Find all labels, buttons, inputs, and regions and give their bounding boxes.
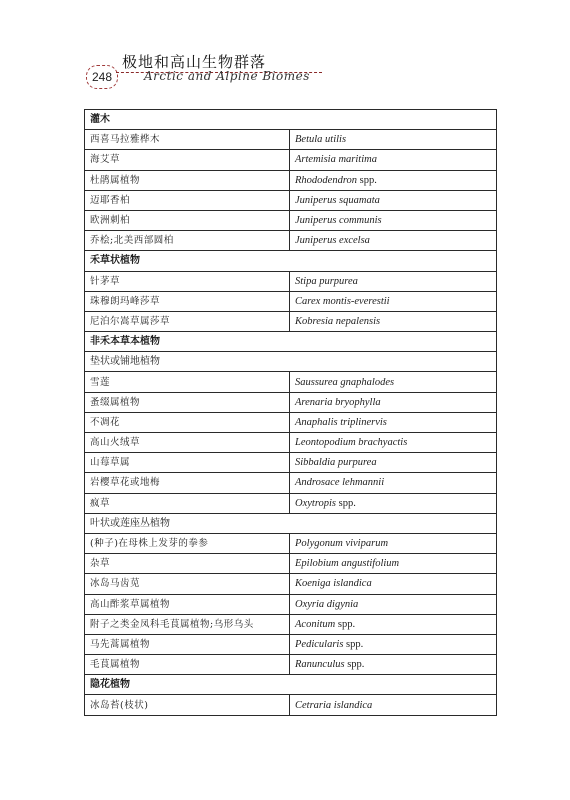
category-row	[85, 110, 497, 130]
table-row	[85, 473, 497, 493]
latin-name: Sibbaldia purpurea	[295, 457, 377, 469]
common-name-cell: 冰岛苔(枝状)	[85, 695, 290, 715]
common-name-cell: 冰岛马齿苋	[85, 574, 290, 594]
common-name-cell: 欧洲刺柏	[85, 210, 290, 230]
subcategory-row	[85, 352, 497, 372]
table-row	[85, 695, 497, 715]
page-header	[84, 48, 524, 98]
species-suffix: spp.	[344, 659, 365, 671]
latin-name: Oxyria digynia	[295, 598, 359, 610]
common-name-cell: 雪莲	[85, 372, 290, 392]
table-row	[85, 231, 497, 251]
latin-name: Androsace lehmannii	[295, 477, 385, 489]
latin-name-cell	[290, 372, 497, 392]
category-row	[85, 251, 497, 271]
common-name-cell: 马先蒿属植物	[85, 634, 290, 654]
common-name-cell: 海艾草	[85, 150, 290, 170]
common-name-cell: 蚤缀属植物	[85, 392, 290, 412]
common-name-cell: 毛茛属植物	[85, 655, 290, 675]
common-name-cell: 杜鹃属植物	[85, 170, 290, 190]
latin-name-cell	[290, 392, 497, 412]
species-table-body	[85, 110, 497, 716]
latin-name: Saussurea gnaphalodes	[295, 376, 395, 388]
table-row	[85, 574, 497, 594]
common-name-cell: 不凋花	[85, 412, 290, 432]
common-name-cell: 迈耶香柏	[85, 190, 290, 210]
latin-name-cell	[290, 614, 497, 634]
latin-name: Pedicularis	[295, 638, 344, 650]
table-row	[85, 392, 497, 412]
common-name-cell: 疯草	[85, 493, 290, 513]
common-name-cell: 针茅草	[85, 271, 290, 291]
latin-name: Leontopodium brachyactis	[295, 437, 408, 449]
table-row	[85, 190, 497, 210]
species-suffix: spp.	[336, 497, 356, 509]
latin-name: Juniperus excelsa	[295, 235, 370, 247]
latin-name: Ranunculus	[295, 659, 345, 671]
latin-name-cell	[290, 554, 497, 574]
latin-name-cell	[290, 210, 497, 230]
species-suffix: spp.	[335, 618, 356, 630]
common-name-cell: 岩樱草花或地梅	[85, 473, 290, 493]
category-label: 禾草状植物	[85, 251, 497, 271]
latin-name: Epilobium angustifolium	[295, 558, 400, 570]
common-name-cell: 珠穆朗玛峰莎草	[85, 291, 290, 311]
table-row	[85, 271, 497, 291]
table-row	[85, 614, 497, 634]
category-row	[85, 332, 497, 352]
latin-name: Aconitum	[295, 618, 336, 630]
common-name-cell: 山莓草属	[85, 453, 290, 473]
latin-name: Anaphalis triplinervis	[295, 416, 387, 428]
latin-name-cell	[290, 695, 497, 715]
table-row	[85, 210, 497, 230]
latin-name: Oxytropis	[295, 497, 337, 509]
latin-name-cell	[290, 433, 497, 453]
latin-name-cell	[290, 190, 497, 210]
table-row	[85, 453, 497, 473]
table-row	[85, 372, 497, 392]
common-name-cell: 乔桧;北美西部圆柏	[85, 231, 290, 251]
table-row	[85, 433, 497, 453]
latin-name-cell	[290, 412, 497, 432]
species-suffix: spp.	[357, 174, 377, 186]
table-row	[85, 412, 497, 432]
common-name-cell: 高山火绒草	[85, 433, 290, 453]
table-row	[85, 311, 497, 331]
subcategory-label: 垫状或铺地植物	[85, 352, 497, 372]
table-row	[85, 594, 497, 614]
latin-name-cell	[290, 473, 497, 493]
latin-name: Kobresia nepalensis	[295, 315, 381, 327]
book-subtitle: Arctic and Alpine Biomes	[144, 69, 310, 83]
common-name-cell: 杂草	[85, 554, 290, 574]
latin-name-cell	[290, 594, 497, 614]
table-row	[85, 493, 497, 513]
common-name-cell: 西喜马拉雅桦木	[85, 130, 290, 150]
table-row	[85, 291, 497, 311]
latin-name: Carex montis-everestii	[295, 295, 390, 307]
latin-name-cell	[290, 655, 497, 675]
latin-name: Arenaria bryophylla	[295, 396, 381, 408]
latin-name: Koeniga islandica	[295, 578, 372, 590]
latin-name: Polygonum viviparum	[295, 538, 389, 550]
latin-name-cell	[290, 533, 497, 553]
table-row	[85, 533, 497, 553]
latin-name-cell	[290, 574, 497, 594]
latin-name-cell	[290, 150, 497, 170]
latin-name-cell	[290, 493, 497, 513]
latin-name: Stipa purpurea	[295, 275, 358, 287]
latin-name-cell	[290, 634, 497, 654]
common-name-cell: 尼泊尔嵩草属莎草	[85, 311, 290, 331]
latin-name-cell	[290, 453, 497, 473]
latin-name-cell	[290, 170, 497, 190]
species-suffix: spp.	[343, 638, 364, 650]
table-row	[85, 655, 497, 675]
table-row	[85, 130, 497, 150]
category-label: 隐花植物	[85, 675, 497, 695]
table-row	[85, 554, 497, 574]
latin-name: Juniperus squamata	[295, 194, 380, 206]
latin-name: Betula utilis	[295, 134, 347, 146]
species-table	[84, 109, 497, 716]
latin-name: Juniperus communis	[295, 215, 382, 227]
latin-name: Cetraria islandica	[295, 699, 373, 711]
book-title: 极地和高山生物群落	[122, 53, 267, 71]
category-label: 灌木	[85, 110, 497, 130]
subcategory-row	[85, 513, 497, 533]
latin-name: Artemisia maritima	[295, 154, 377, 166]
category-row	[85, 675, 497, 695]
latin-name: Rhododendron	[295, 174, 358, 186]
latin-name-cell	[290, 271, 497, 291]
latin-name-cell	[290, 231, 497, 251]
common-name-cell: 附子之类金凤科毛茛属植物;乌形乌头	[85, 614, 290, 634]
common-name-cell: 高山酢浆草属植物	[85, 594, 290, 614]
table-row	[85, 634, 497, 654]
latin-name-cell	[290, 130, 497, 150]
latin-name-cell	[290, 291, 497, 311]
table-row	[85, 150, 497, 170]
category-label: 非禾本草本植物	[85, 332, 497, 352]
page-number: 248	[86, 65, 118, 89]
subcategory-label: 叶状或莲座丛植物	[85, 513, 497, 533]
table-row	[85, 170, 497, 190]
latin-name-cell	[290, 311, 497, 331]
common-name-cell: (种子)在母株上发芽的拳参	[85, 533, 290, 553]
